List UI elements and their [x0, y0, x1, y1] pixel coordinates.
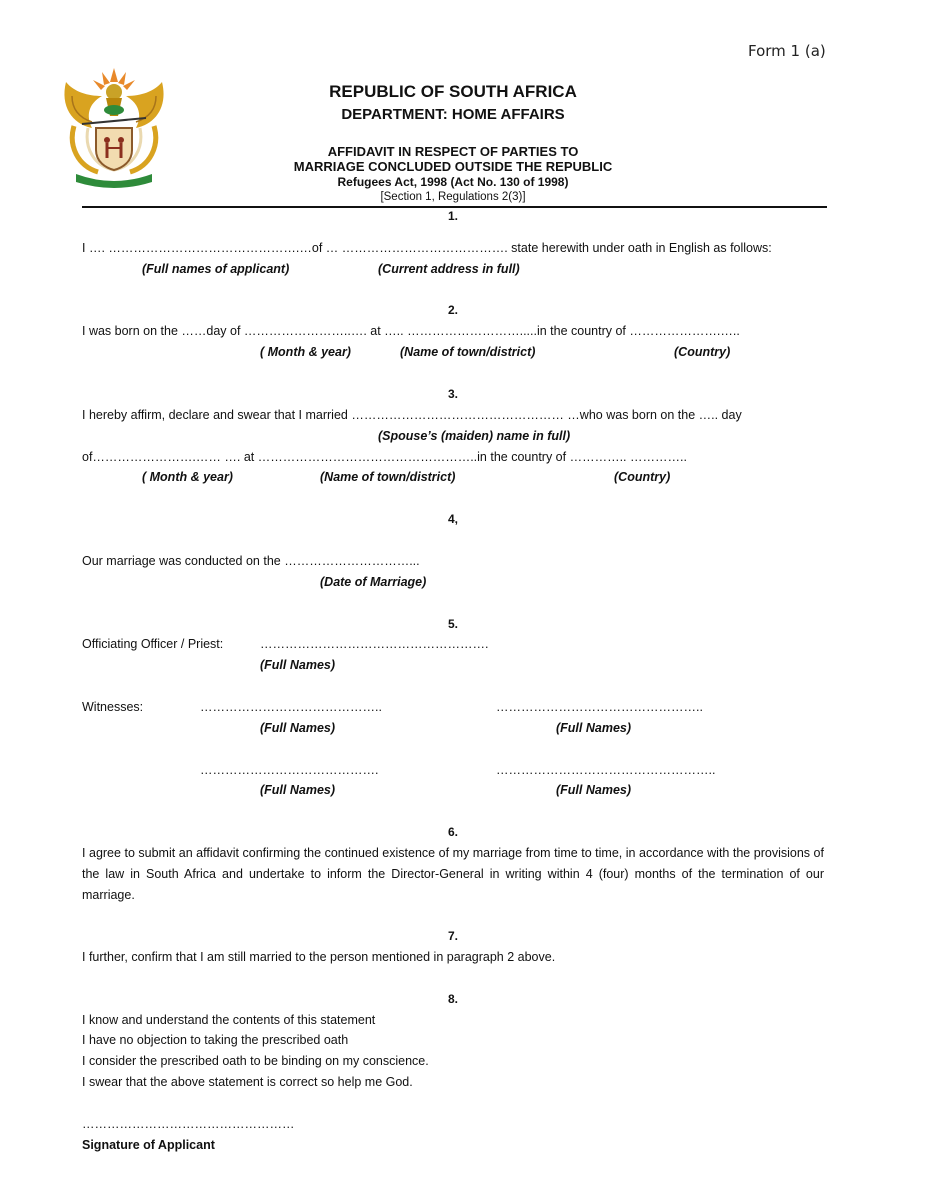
officiating-officer-label: Officiating Officer / Priest:: [82, 637, 224, 651]
label-country: (Country): [674, 345, 731, 359]
section-7-line: I further, confirm that I am still married to the person mentioned in paragraph 2 above.: [82, 950, 556, 964]
section-6-paragraph: I agree to submit an affidavit confirming the continued existence of my marriage from time to time, in accordance with the provisions of the law in South Africa and undertake to inform the Director-General in writing within 4 (four) months of the termination of our marriage.: [82, 846, 824, 902]
witnesses-label: Witnesses:: [82, 700, 144, 714]
oath-line-4: I swear that the above statement is correct so help me God.: [82, 1075, 413, 1089]
label-full-names: (Full Names): [260, 783, 336, 797]
oath-line-2: I have no objection to taking the prescribed oath: [82, 1033, 349, 1047]
oath-line-3: I consider the prescribed oath to be binding on my conscience.: [82, 1054, 429, 1068]
section-reference: [Section 1, Regulations 2(3)]: [380, 191, 526, 203]
witness-2-dots: …………………………………………..: [496, 700, 703, 714]
label-date-of-marriage: (Date of Marriage): [320, 575, 427, 589]
oath-line-1: I know and understand the contents of this statement: [82, 1013, 376, 1027]
section-8-number: 8.: [447, 992, 458, 1006]
label-current-address: (Current address in full): [378, 262, 520, 276]
header-divider: [82, 206, 827, 208]
affidavit-title-line1: AFFIDAVIT IN RESPECT OF PARTIES TO: [327, 144, 579, 159]
section-3-line2: of…………………….…… …. at ……………………………………………..in the country of ………….. …………..: [82, 450, 687, 464]
section-4-number: 4,: [447, 512, 458, 526]
section-4-line: Our marriage was conducted on the …………………………...: [82, 554, 420, 568]
officiating-officer-dots: ……………………………………………….: [260, 637, 489, 651]
section-1-line: I …. ……………………………………….…of … …………………………………. state herewith under oath in English as follows:: [82, 241, 772, 255]
department-heading: DEPARTMENT: HOME AFFAIRS: [341, 106, 565, 123]
act-reference: Refugees Act, 1998 (Act No. 130 of 1998): [337, 175, 569, 189]
section-7-number: 7.: [447, 929, 458, 943]
signature-dots: ……………………………………………: [82, 1117, 295, 1131]
label-month-year: ( Month & year): [260, 345, 351, 359]
witness-4-dots: ……………………………………………..: [496, 763, 716, 777]
witness-1-dots: ……………………………………..: [200, 700, 382, 714]
section-5-number: 5.: [447, 617, 458, 631]
label-spouse-name: (Spouse’s (maiden) name in full): [378, 429, 571, 443]
signature-label: Signature of Applicant: [82, 1138, 215, 1152]
affidavit-title-line2: MARRIAGE CONCLUDED OUTSIDE THE REPUBLIC: [293, 159, 613, 174]
section-1-number: 1.: [447, 209, 458, 223]
section-3-number: 3.: [447, 387, 458, 401]
label-month-year: ( Month & year): [142, 470, 233, 484]
label-country: (Country): [614, 470, 671, 484]
coat-of-arms-icon: [58, 66, 170, 188]
section-3-line1: I hereby affirm, declare and swear that I married …………………………………………… …who was born on the ….. day: [82, 408, 742, 422]
label-town-district: (Name of town/district): [320, 470, 456, 484]
label-full-names: (Full Names): [260, 721, 336, 735]
label-full-names: (Full Names): [556, 721, 632, 735]
republic-heading: REPUBLIC OF SOUTH AFRICA: [329, 82, 577, 101]
section-2-number: 2.: [447, 303, 458, 317]
label-full-names: (Full Names): [260, 658, 336, 672]
label-full-names: (Full Names): [556, 783, 632, 797]
section-2-line: I was born on the ……day of ……………………..…. at ….. ……………………….....in the country of ………………….…..: [82, 324, 740, 338]
witness-3-dots: …………………………………….: [200, 763, 379, 777]
form-number: Form 1 (a): [748, 42, 826, 60]
label-full-names-applicant: (Full names of applicant): [142, 262, 290, 276]
section-6-number: 6.: [447, 825, 458, 839]
label-town-district: (Name of town/district): [400, 345, 536, 359]
